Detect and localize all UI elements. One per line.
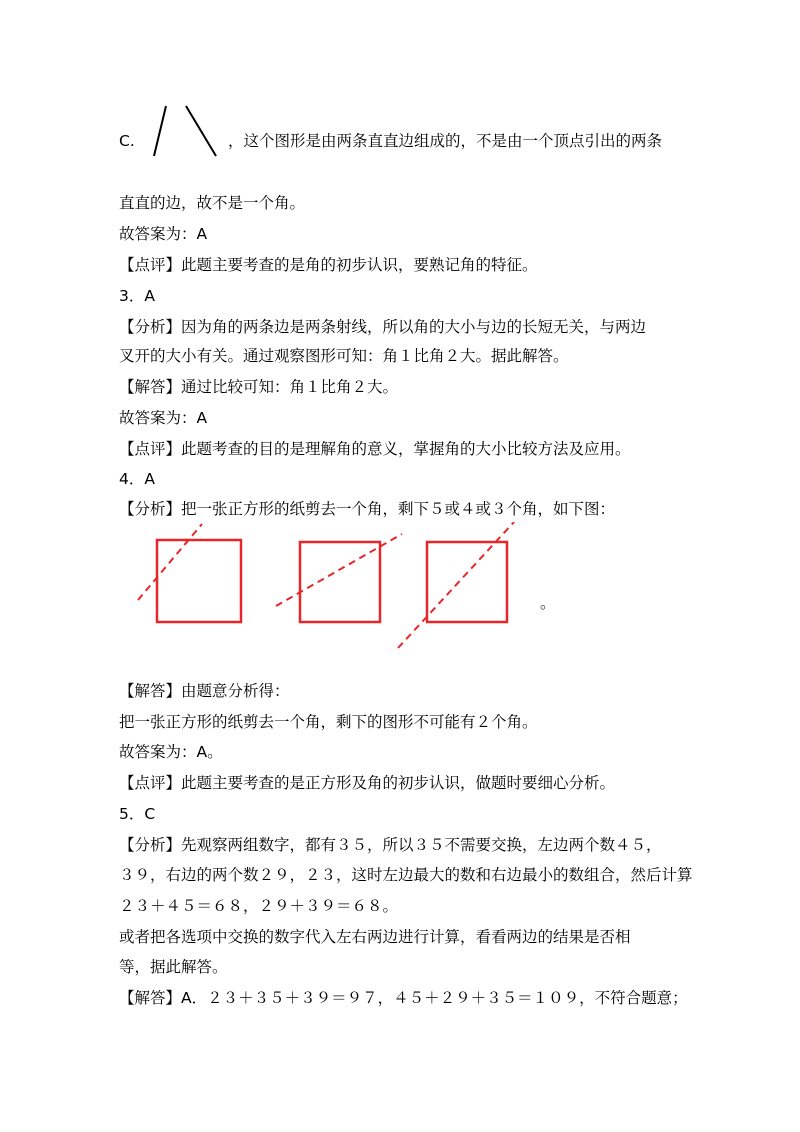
q5-analysis-line-5: 等，据此解答。 [119,958,228,976]
q5-analysis-line-1: 【分析】先观察两组数字，都有３５，所以３５不需要交换，左边两个数４５， [119,836,662,854]
q4-header: 4．A [119,470,155,488]
segment-left [154,106,166,156]
segment-right [186,106,216,156]
q2-comment: 【点评】此题主要考查的是角的初步认识，要熟记角的特征。 [119,256,538,274]
cut-line-2 [276,534,402,606]
q3-answer: 故答案为：A [119,409,208,427]
q3-comment: 【点评】此题考查的目的是理解角的意义，掌握角的大小比较方法及应用。 [119,440,631,458]
two-segments-figure [146,102,226,162]
square-1 [157,540,241,622]
option-c-text: ，这个图形是由两条直直边组成的，不是由一个顶点引出的两条 [228,132,663,150]
figure-period: 。 [540,594,556,612]
q4-solution-line-1: 【解答】由题意分析得： [119,682,290,700]
square-2 [300,542,380,622]
square-3 [427,542,507,622]
option-c-letter: C. [119,132,135,150]
q5-analysis-line-4: 或者把各选项中交换的数字代入左右两边进行计算，看看两边的结果是否相 [119,928,631,946]
q2-answer: 故答案为：A [119,225,208,243]
q5-solution: 【解答】A．２３＋３５＋３９＝９７，４５＋２９＋３５＝１０９，不符合题意； [119,989,688,1007]
q3-analysis-line-1: 【分析】因为角的两条边是两条射线，所以角的大小与边的长短无关，与两边 [119,318,647,336]
q4-analysis: 【分析】把一张正方形的纸剪去一个角，剩下５或４或３个角，如下图： [119,500,616,518]
q3-analysis-line-2: 叉开的大小有关。通过观察图形可知：角１比角２大。据此解答。 [119,347,569,365]
q3-solution: 【解答】通过比较可知：角１比角２大。 [119,378,399,396]
q5-header: 5．C [119,805,156,823]
q4-answer: 故答案为：A。 [119,743,223,761]
q5-analysis-line-3: ２３＋４５＝６８，２９＋３９＝６８。 [119,897,399,915]
q4-solution-line-2: 把一张正方形的纸剪去一个角，剩下的图形不可能有２个角。 [119,713,538,731]
cut-line-1 [138,524,202,600]
square-cut-figure [130,522,570,652]
option-c-text-cont: 直直的边，故不是一个角。 [119,194,306,212]
q5-analysis-line-2: ３９，右边的两个数２９，２３，这时左边最大的数和右边最小的数组合，然后计算 [119,866,693,884]
q4-comment: 【点评】此题主要考查的是正方形及角的初步认识，做题时要细心分析。 [119,774,616,792]
q3-header: 3．A [119,287,155,305]
